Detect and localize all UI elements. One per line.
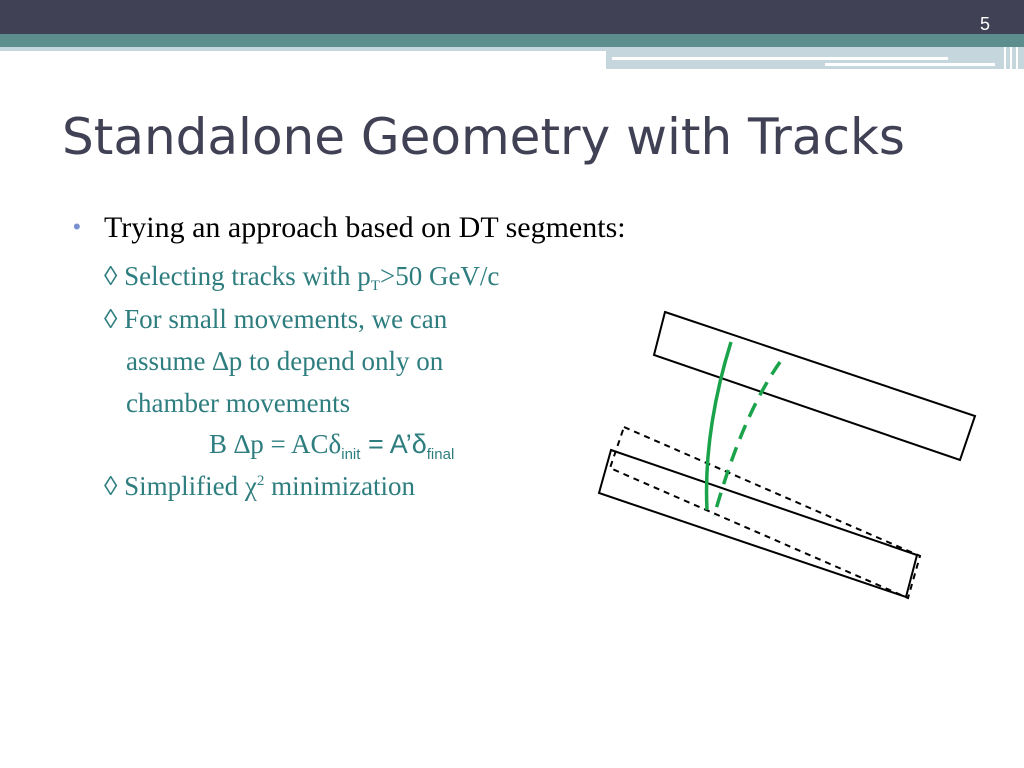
equation (209, 429, 454, 463)
subbullet-3-text: Simplified χ (124, 471, 257, 501)
top-banner (0, 0, 1024, 34)
white-tick-1 (1004, 47, 1006, 69)
white-tick-2 (1010, 47, 1012, 69)
subbullet-1-subscript: T (370, 278, 380, 294)
equation-sub-final: final (426, 446, 455, 463)
light-band (0, 47, 606, 51)
diamond-marker-icon: ◊ (104, 304, 118, 334)
subbullet-3-rest: minimization (264, 471, 416, 501)
slide-number: 5 (979, 14, 990, 34)
chamber-diagram (590, 300, 990, 610)
white-stripe (612, 57, 948, 60)
subbullet-1-rest: >50 GeV/c (379, 261, 500, 291)
subbullet-2 (104, 304, 447, 335)
subbullet-2-line3: chamber movements (126, 388, 351, 418)
main-bullet (73, 211, 626, 245)
subbullet-2-line2: assume ∆p to depend only on (126, 346, 444, 376)
subbullet-3-superscript: 2 (256, 473, 265, 489)
equation-sub-init: init (341, 446, 361, 463)
white-stripe-2 (825, 63, 995, 66)
equation-right: = A’δ (360, 429, 427, 459)
dashed-track (714, 362, 780, 516)
main-bullet-text: Trying an approach based on DT segments: (104, 211, 626, 244)
bullet-dot-icon: • (73, 214, 81, 239)
diamond-marker-icon: ◊ (104, 471, 118, 501)
lower-chamber (599, 450, 917, 597)
subbullet-1-text: Selecting tracks with p (124, 261, 371, 291)
upper-chamber (654, 312, 975, 460)
equation-left: B ∆p = ACδ (209, 429, 342, 459)
teal-band (0, 34, 1024, 47)
diamond-marker-icon: ◊ (104, 261, 118, 291)
subbullet-2-line1: For small movements, we can (124, 304, 448, 334)
slide-title: Standalone Geometry with Tracks (62, 108, 905, 166)
subbullet-3 (104, 471, 415, 502)
subbullet-1 (104, 261, 499, 295)
white-tick-3 (1016, 47, 1018, 69)
